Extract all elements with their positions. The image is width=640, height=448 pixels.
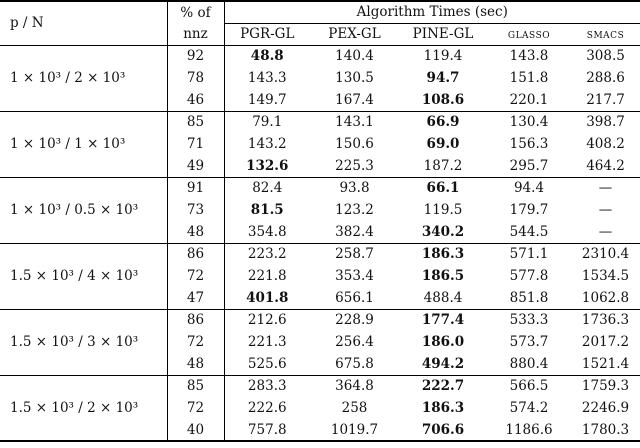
cell-time: 130.4 <box>509 114 549 131</box>
cell-time: 143.8 <box>509 48 549 65</box>
cell-time: 353.4 <box>335 268 374 284</box>
cell-time: 308.5 <box>586 48 625 65</box>
cell-time: — <box>598 180 613 197</box>
cell-p-n: 1 × 10³ / 0.5 × 10³ <box>0 177 167 243</box>
cell-time: 186.5 <box>421 268 465 284</box>
cell-time: 79.1 <box>252 114 283 131</box>
cell-p-n: 1.5 × 10³ / 2 × 10³ <box>0 375 167 441</box>
cell-pct-nnz: 72 <box>167 331 224 353</box>
cell-time: 143.3 <box>247 70 287 86</box>
cell-pct-nnz: 47 <box>167 287 224 309</box>
cell-time: 66.1 <box>426 180 460 197</box>
cell-pct-nnz: 85 <box>167 111 224 133</box>
header-pct-line2: nnz <box>167 23 224 45</box>
cell-time: 225.3 <box>310 155 399 177</box>
header-alg-glasso: glasso <box>487 23 571 45</box>
cell-time: 149.7 <box>224 89 310 111</box>
header-algorithm-times: Algorithm Times (sec) <box>224 1 640 23</box>
cell-time: 119.4 <box>423 48 463 65</box>
cell-time: 143.1 <box>335 114 374 131</box>
cell-time: 571.1 <box>509 246 549 263</box>
cell-time: 573.7 <box>509 334 549 350</box>
cell-pct-nnz: 85 <box>167 375 224 397</box>
header-alg-pgr-gl: PGR-GL <box>224 23 310 45</box>
cell-time: 177.4 <box>421 312 465 329</box>
cell-time: 108.6 <box>399 89 487 111</box>
cell-time: 2310.4 <box>581 246 630 263</box>
cell-time: 288.6 <box>586 70 625 86</box>
cell-time: 143.2 <box>247 136 287 152</box>
cell-time: 217.7 <box>571 89 640 111</box>
cell-p-n: 1.5 × 10³ / 4 × 10³ <box>0 243 167 309</box>
cell-time: 167.4 <box>310 89 399 111</box>
cell-time: 179.7 <box>509 202 549 218</box>
cell-pct-nnz: 72 <box>167 397 224 419</box>
cell-pct-nnz: 91 <box>167 177 224 199</box>
cell-time: 223.2 <box>247 246 287 263</box>
header-alg-smacs: smacs <box>571 23 640 45</box>
table-row <box>0 111 640 133</box>
cell-time: 544.5 <box>487 221 571 243</box>
cell-pct-nnz: 73 <box>167 199 224 221</box>
cell-time: 574.2 <box>509 400 549 416</box>
cell-p-n: 1 × 10³ / 2 × 10³ <box>0 45 167 111</box>
cell-time: 94.7 <box>426 70 460 86</box>
cell-time: 1521.4 <box>571 353 640 375</box>
cell-pct-nnz: 72 <box>167 265 224 287</box>
cell-time: 340.2 <box>399 221 487 243</box>
cell-p-n: 1 × 10³ / 1 × 10³ <box>0 111 167 177</box>
cell-time: 94.4 <box>513 180 545 197</box>
cell-time: 140.4 <box>335 48 374 65</box>
cell-time: 256.4 <box>335 334 374 350</box>
cell-time: 2017.2 <box>581 334 630 350</box>
cell-time: 221.3 <box>247 334 287 350</box>
cell-time: 566.5 <box>509 378 549 395</box>
cell-pct-nnz: 92 <box>167 45 224 67</box>
cell-time: 186.0 <box>421 334 465 350</box>
cell-time: 364.8 <box>335 378 374 395</box>
cell-time: 577.8 <box>509 268 549 284</box>
cell-time: 151.8 <box>509 70 549 86</box>
cell-time: 132.6 <box>224 155 310 177</box>
table-row <box>0 243 640 265</box>
cell-time: 408.2 <box>586 136 625 152</box>
cell-time: — <box>598 202 613 218</box>
cell-time: 851.8 <box>487 287 571 309</box>
header-p-n: p / N <box>0 1 167 45</box>
cell-pct-nnz: 48 <box>167 221 224 243</box>
cell-time: 494.2 <box>399 353 487 375</box>
table-row <box>0 45 640 67</box>
cell-time: 93.8 <box>339 180 370 197</box>
cell-time: 1534.5 <box>581 268 630 284</box>
cell-time: 123.2 <box>335 202 374 218</box>
cell-p-n: 1.5 × 10³ / 3 × 10³ <box>0 309 167 375</box>
cell-time: 221.8 <box>247 268 287 284</box>
cell-pct-nnz: 78 <box>167 67 224 89</box>
cell-time: 222.6 <box>247 400 287 416</box>
header-alg-pine-gl: PINE-GL <box>399 23 487 45</box>
cell-time: 186.3 <box>421 246 465 263</box>
cell-time: 283.3 <box>247 378 287 395</box>
cell-time: 401.8 <box>224 287 310 309</box>
cell-pct-nnz: 71 <box>167 133 224 155</box>
cell-time: 48.8 <box>250 48 284 65</box>
cell-time: 1736.3 <box>581 312 630 329</box>
cell-time: 1062.8 <box>571 287 640 309</box>
cell-time: 757.8 <box>224 419 310 441</box>
table-row <box>0 177 640 199</box>
cell-pct-nnz: 40 <box>167 419 224 441</box>
cell-time: 258 <box>341 400 368 416</box>
cell-time: 675.8 <box>310 353 399 375</box>
cell-time: 533.3 <box>509 312 549 329</box>
cell-pct-nnz: 86 <box>167 243 224 265</box>
cell-time: 382.4 <box>310 221 399 243</box>
cell-pct-nnz: 46 <box>167 89 224 111</box>
cell-time: 488.4 <box>399 287 487 309</box>
cell-time: 880.4 <box>487 353 571 375</box>
table-body <box>0 45 640 441</box>
cell-time: 130.5 <box>335 70 374 86</box>
cell-time: 1019.7 <box>310 419 399 441</box>
cell-time: 525.6 <box>224 353 310 375</box>
table-row <box>0 375 640 397</box>
cell-time: 295.7 <box>487 155 571 177</box>
header-alg-pex-gl: PEX-GL <box>310 23 399 45</box>
cell-pct-nnz: 48 <box>167 353 224 375</box>
cell-time: 69.0 <box>426 136 460 152</box>
table-row <box>0 309 640 331</box>
cell-time: 156.3 <box>509 136 549 152</box>
cell-time: 66.9 <box>426 114 460 131</box>
header-pct-line1: % of <box>167 1 224 23</box>
cell-time: 150.6 <box>335 136 374 152</box>
cell-time: 1186.6 <box>487 419 571 441</box>
cell-time: 706.6 <box>399 419 487 441</box>
cell-time: 464.2 <box>571 155 640 177</box>
cell-time: 228.9 <box>335 312 374 329</box>
cell-time: 354.8 <box>224 221 310 243</box>
cell-time: 1759.3 <box>581 378 630 395</box>
cell-time: 258.7 <box>335 246 374 263</box>
cell-pct-nnz: 86 <box>167 309 224 331</box>
cell-time: 212.6 <box>247 312 287 329</box>
cell-time: 220.1 <box>487 89 571 111</box>
cell-pct-nnz: 49 <box>167 155 224 177</box>
cell-time: 119.5 <box>423 202 463 218</box>
cell-time: 81.5 <box>250 202 284 218</box>
cell-time: 1780.3 <box>571 419 640 441</box>
cell-time: 186.3 <box>421 400 465 416</box>
cell-time: 2246.9 <box>581 400 630 416</box>
cell-time: 222.7 <box>421 378 465 395</box>
cell-time: 656.1 <box>310 287 399 309</box>
cell-time: 82.4 <box>252 180 283 197</box>
cell-time: 187.2 <box>399 155 487 177</box>
cell-time: — <box>571 221 640 243</box>
cell-time: 398.7 <box>586 114 625 131</box>
